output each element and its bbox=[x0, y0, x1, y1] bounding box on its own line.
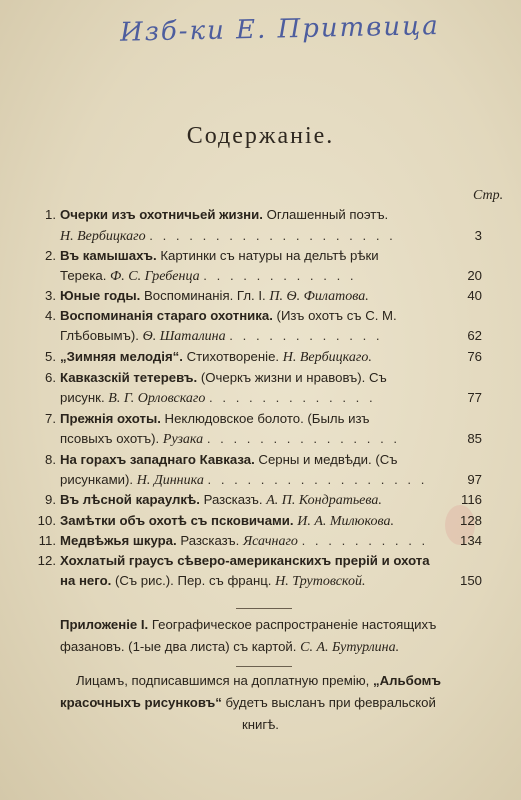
toc-entry-12-cont: на него. (Съ рис.). Пер. съ франц. Н. Трутовской. 150 bbox=[60, 573, 482, 589]
toc-entry-8: 8. На горахъ западнаго Кавказа. Серны и медвѣди. (Съ bbox=[45, 452, 398, 467]
toc-entry-1-cont: Н. Вербицкаго . . . . . . . . . . . . . . . . . . . 3 bbox=[60, 228, 482, 244]
toc-entry-7-cont: псовыхъ охотъ). Рузака . . . . . . . . . . . . . . . 85 bbox=[60, 431, 482, 447]
toc-entry-12: 12. Хохлатый граусъ сѣверо-американскихъ прерій и охота bbox=[37, 553, 430, 568]
toc-entry-6: 6. Кавказскій тетеревъ. (Очеркъ жизни и нравовъ). Съ bbox=[45, 370, 387, 385]
toc-entry-8-cont: рисунками). Н. Динника . . . . . . . . . . . . . . . . . 97 bbox=[60, 472, 482, 488]
toc-entry-10: 10. Замѣтки объ охотѣ съ псковичами. И. А. Милюкова. 128 bbox=[37, 513, 482, 529]
divider bbox=[236, 666, 292, 667]
toc-entry-4-cont: Глѣбовымъ). Ѳ. Шаталина . . . . . . . . . . . . 62 bbox=[60, 328, 482, 344]
toc-entry-6-cont: рисунк. В. Г. Орловскаго . . . . . . . . . . . . . 77 bbox=[60, 390, 482, 406]
page-title: Содержаніе. bbox=[186, 123, 335, 149]
handwritten-inscription: Изб-ки Е. Притвица bbox=[119, 11, 441, 48]
page-column-header: Стр. bbox=[473, 188, 504, 203]
toc-entry-5: 5. „Зимняя мелодія“. Стихотвореніе. Н. Вербицкаго. 76 bbox=[45, 349, 482, 365]
toc-entry-2-cont: Терека. Ф. С. Гребенца . . . . . . . . . . . . 20 bbox=[60, 268, 482, 284]
appendix-line-2: фазановъ. (1-ые два листа) съ картой. С. А. Бутурлина. bbox=[60, 639, 400, 655]
appendix-line-1: Приложеніе I. Географическое распространеніе настоящихъ bbox=[60, 617, 437, 632]
toc-entry-1: 1. Очерки изъ охотничьей жизни. Оглашенный поэтъ. bbox=[45, 207, 389, 222]
toc-entry-4: 4. Воспоминанія стараго охотника. (Изъ охотъ съ С. М. bbox=[45, 308, 397, 323]
toc-entry-9: 9. Въ лѣсной караулкѣ. Разсказъ. А. П. Кондратьева. 116 bbox=[45, 492, 482, 508]
toc-entry-7: 7. Прежнія охоты. Неклюдовское болото. (Быль изъ bbox=[45, 411, 370, 426]
divider bbox=[236, 608, 292, 609]
notice-line-1: Лицамъ, подписавшимся на доплатную премію, „Альбомъ bbox=[76, 673, 441, 688]
toc-entry-11: 11. Медвѣжья шкура. Разсказъ. Ясачнаго . . . . . . . . . . 134 bbox=[38, 533, 482, 549]
notice-line-2: красочныхъ рисунковъ“ будетъ высланъ при февральской bbox=[60, 695, 436, 710]
toc-entry-3: 3. Юные годы. Воспоминанія. Гл. I. П. Ѳ. Филатова. 40 bbox=[45, 288, 482, 304]
notice-line-3: книгѣ. bbox=[242, 717, 279, 732]
toc-entry-2: 2. Въ камышахъ. Картинки съ натуры на дельтѣ рѣки bbox=[45, 248, 379, 263]
